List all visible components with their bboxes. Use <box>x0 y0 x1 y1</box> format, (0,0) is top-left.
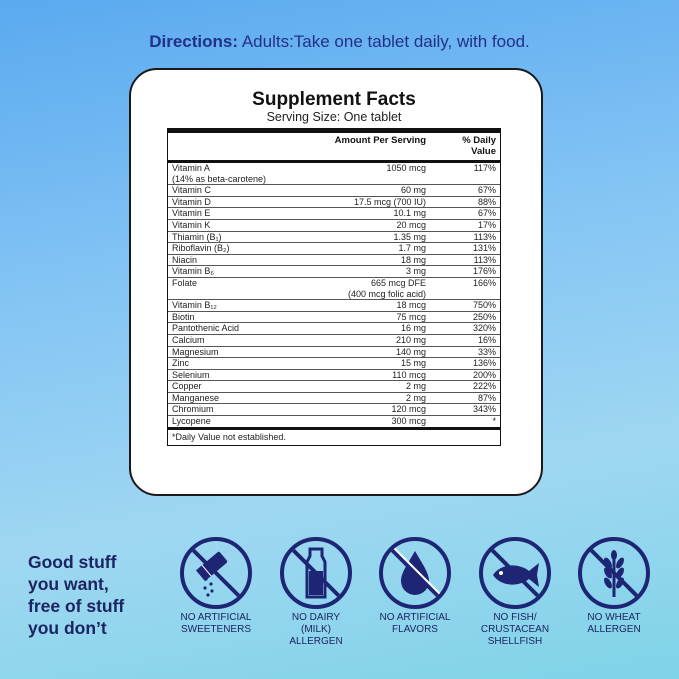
supplement-facts-card <box>129 68 543 496</box>
facts-rows <box>168 163 500 416</box>
nutrient-dv: 113% <box>473 254 496 265</box>
nutrient-dv: 117% <box>473 163 496 173</box>
nutrient-amount: 1.7 mg <box>398 243 426 254</box>
no-wheat-icon <box>578 537 650 609</box>
nutrient-name: Biotin <box>172 311 195 322</box>
nutrient-amount: 18 mcg <box>396 300 426 311</box>
nutrient-name: Vitamin A (14% as beta-carotene) <box>172 163 267 184</box>
nutrient-dv: 17% <box>477 219 496 230</box>
nutrient-dv: 113% <box>473 231 496 242</box>
nutrient-dv: 67% <box>477 208 496 219</box>
nutrient-name: Selenium <box>172 369 210 380</box>
daily-value-header <box>432 135 496 157</box>
nutrient-row <box>168 370 500 382</box>
badge-label <box>564 612 664 636</box>
nutrient-name: Vitamin B₆ <box>172 266 214 277</box>
nutrient-name: Vitamin B₁₂ <box>172 300 217 311</box>
nutrient-dv: 33% <box>477 346 496 357</box>
badge-label <box>266 612 366 648</box>
nutrient-name: Vitamin E <box>172 208 211 219</box>
badge-no-dairy <box>266 537 366 648</box>
nutrient-row <box>168 347 500 359</box>
nutrient-dv: * <box>492 416 496 427</box>
nutrient-row <box>168 220 500 232</box>
nutrient-amount: 110 mcg <box>392 369 426 380</box>
nutrient-amount: 1050 mcg <box>386 163 426 173</box>
nutrient-amount: 1.35 mg <box>393 231 426 242</box>
nutrient-amount: 60 mg <box>400 185 426 196</box>
nutrient-dv: 136% <box>472 358 496 369</box>
nutrient-amount: 75 mcg <box>396 311 426 322</box>
nutrient-name: Lycopene <box>172 416 211 427</box>
badge-label-line: NO ARTIFICIAL <box>379 612 451 623</box>
nutrient-dv: 131% <box>472 243 496 254</box>
nutrient-name: Copper <box>172 381 202 392</box>
nutrient-amount: 140 mg <box>395 346 426 357</box>
nutrient-amount: 18 mg <box>400 254 426 265</box>
badge-no-fish <box>465 537 565 648</box>
nutrient-row <box>168 404 500 416</box>
nutrient-row <box>168 312 500 324</box>
badge-label-line: CRUSTACEAN <box>480 624 550 635</box>
nutrient-row <box>168 393 500 405</box>
nutrient-name: Vitamin D <box>172 196 211 207</box>
no-artificial-sweeteners-icon <box>180 537 252 609</box>
daily-value-header-line1: % Daily <box>462 135 496 146</box>
nutrient-dv: 16% <box>477 334 496 345</box>
nutrient-amount: 210 mg <box>395 334 426 345</box>
badge-label-line: NO WHEAT <box>587 612 641 623</box>
nutrient-name: Manganese <box>172 392 220 403</box>
facts-title: Supplement Facts <box>252 89 416 110</box>
nutrient-name: Vitamin C <box>172 185 211 196</box>
tagline-line: Good stuff <box>28 552 117 572</box>
nutrient-dv: 88% <box>477 196 496 207</box>
nutrient-amount: 20 mcg <box>396 219 426 230</box>
badge-label <box>465 612 565 648</box>
badge-no-wheat <box>564 537 664 636</box>
footnote: *Daily Value not established. <box>172 431 286 442</box>
nutrient-dv: 750% <box>472 300 496 311</box>
nutrient-row <box>168 323 500 335</box>
tagline-line: you want, <box>28 574 109 594</box>
nutrient-row <box>168 208 500 220</box>
directions <box>0 32 679 52</box>
nutrient-amount: 300 mcg <box>391 416 426 427</box>
nutrient-dv: 343% <box>472 404 496 415</box>
nutrient-row <box>168 232 500 244</box>
no-dairy-icon <box>280 537 352 609</box>
nutrient-name: Magnesium <box>172 346 219 357</box>
nutrient-row <box>168 185 500 197</box>
no-fish-icon <box>479 537 551 609</box>
nutrient-dv: 250% <box>472 311 496 322</box>
nutrient-row <box>168 300 500 312</box>
nutrient-name: Niacin <box>172 254 198 265</box>
nutrient-amount: 17.5 mcg (700 IU) <box>353 196 426 207</box>
directions-heading: Directions: <box>149 32 239 51</box>
nutrient-amount: 665 mcg DFE (400 mcg folic acid) <box>347 277 426 299</box>
nutrient-row <box>168 358 500 370</box>
no-artificial-flavors-icon <box>379 537 451 609</box>
badge-label-line: SWEETENERS <box>180 624 251 635</box>
nutrient-dv: 176% <box>472 266 496 277</box>
nutrient-name: Vitamin K <box>172 219 211 230</box>
nutrient-row <box>168 381 500 393</box>
facts-header <box>168 133 500 163</box>
badge-label-line: SHELLFISH <box>487 636 543 647</box>
nutrient-dv: 222% <box>472 381 496 392</box>
directions-text: Adults:Take one tablet daily, with food. <box>241 32 530 51</box>
nutrient-name: Thiamin (B₁) <box>172 231 222 242</box>
nutrient-amount: 3 mg <box>405 266 426 277</box>
badge-label <box>365 612 465 636</box>
nutrient-dv: 87% <box>477 392 496 403</box>
nutrient-row <box>168 243 500 255</box>
lycopene-row <box>168 416 500 430</box>
nutrient-amount: 15 mg <box>400 358 426 369</box>
badge-label-line: NO FISH/ <box>493 612 537 623</box>
nutrient-amount: 2 mg <box>405 392 426 403</box>
badge-label-line: NO ARTIFICIAL <box>180 612 252 623</box>
nutrient-row <box>168 163 500 185</box>
badge-label-line: FLAVORS <box>392 624 438 635</box>
nutrient-amount: 2 mg <box>405 381 426 392</box>
daily-value-header-line2: Value <box>471 146 496 157</box>
nutrient-dv: 166% <box>472 277 496 288</box>
tagline-line: free of stuff <box>28 596 125 616</box>
nutrient-dv: 200% <box>472 369 496 380</box>
badge-label-line: ALLERGEN <box>587 624 641 635</box>
nutrient-name: Chromium <box>172 404 214 415</box>
nutrient-name: Pantothenic Acid <box>172 323 240 334</box>
nutrient-row <box>168 278 500 300</box>
nutrient-row <box>168 335 500 347</box>
serving-size: Serving Size: One tablet <box>266 110 402 124</box>
tagline <box>28 551 158 639</box>
badge-label-line: ALLERGEN <box>289 636 343 647</box>
nutrient-amount: 120 mcg <box>391 404 426 415</box>
nutrient-name: Zinc <box>172 358 190 369</box>
supplement-facts-panel <box>167 90 501 446</box>
amount-header: Amount Per Serving <box>334 135 426 146</box>
badge-no-artificial-flavors <box>365 537 465 636</box>
nutrient-amount: 10.1 mg <box>393 208 426 219</box>
nutrient-name: Riboflavin (B₂) <box>172 243 230 254</box>
facts-table <box>167 128 501 446</box>
nutrient-name: Folate <box>172 277 198 288</box>
nutrient-row <box>168 255 500 267</box>
badge-no-artificial-sweeteners <box>166 537 266 636</box>
nutrient-amount: 16 mg <box>400 323 426 334</box>
nutrient-row <box>168 197 500 209</box>
nutrient-dv: 67% <box>477 185 496 196</box>
badge-label <box>166 612 266 636</box>
tagline-line: you don’t <box>28 618 107 638</box>
badge-label-line: NO DAIRY <box>291 612 341 623</box>
nutrient-row <box>168 266 500 278</box>
nutrient-name: Calcium <box>172 334 205 345</box>
nutrient-dv: 320% <box>472 323 496 334</box>
badge-label-line: (MILK) <box>301 624 331 635</box>
